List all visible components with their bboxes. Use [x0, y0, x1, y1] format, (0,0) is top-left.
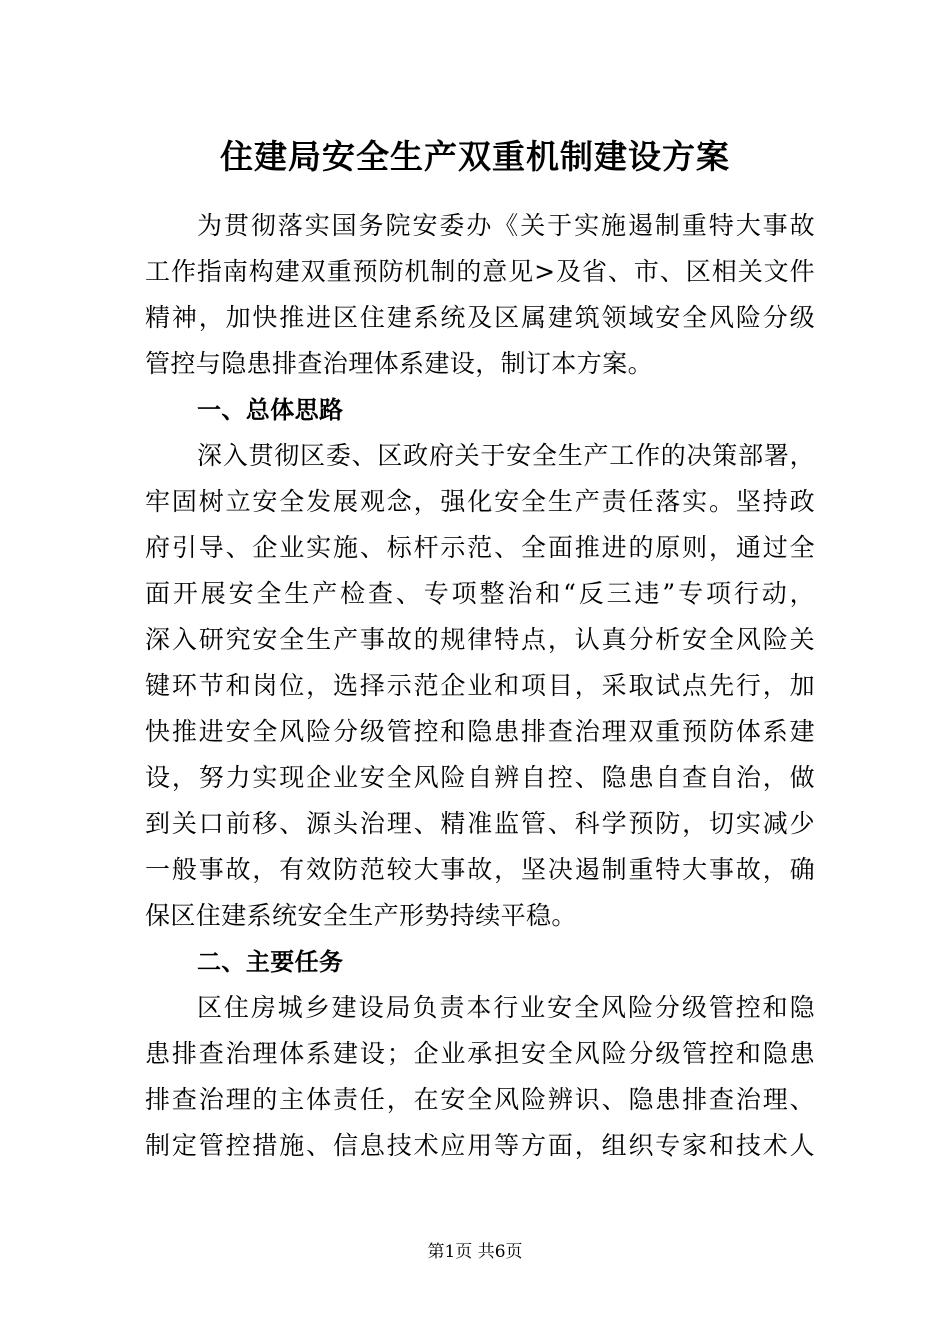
paragraph-line: 保区住建系统安全生产形势持续平稳。: [145, 901, 577, 930]
paragraph-line: 键环节和岗位，选择示范企业和项目，采取试点先行，加: [145, 671, 815, 700]
paragraph-line: 患排查治理体系建设；企业承担安全风险分级管控和隐患: [145, 1039, 815, 1068]
paragraph-line: 快推进安全风险分级管控和隐患排查治理双重预防体系建: [145, 717, 815, 746]
paragraph-line: 管控与隐患排查治理体系建设，制订本方案。: [145, 349, 654, 378]
paragraph-line: 到关口前移、源头治理、精准监管、科学预防，切实减少: [145, 809, 815, 838]
paragraph-line: 为贯彻落实国务院安委办《关于实施遏制重特大事故: [197, 211, 815, 240]
paragraph-line: 制定管控措施、信息技术应用等方面，组织专家和技术人: [145, 1131, 815, 1160]
paragraph-line: 设，努力实现企业安全风险自辨自控、隐患自查自治，做: [145, 763, 815, 792]
paragraph-line: 一般事故，有效防范较大事故，坚决遏制重特大事故，确: [145, 855, 815, 884]
paragraph-line: 深入贯彻区委、区政府关于安全生产工作的决策部署，: [197, 441, 815, 470]
paragraph-line: 牢固树立安全发展观念，强化安全生产责任落实。坚持政: [145, 487, 815, 516]
paragraph-line: 面开展安全生产检查、专项整治和“反三违”专项行动，: [145, 579, 815, 608]
paragraph-line: 区住房城乡建设局负责本行业安全风险分级管控和隐: [197, 993, 815, 1022]
paragraph-line: 府引导、企业实施、标杆示范、全面推进的原则，通过全: [145, 533, 815, 562]
document-body: [145, 203, 815, 1169]
paragraph-line: 工作指南构建双重预防机制的意见>及省、市、区相关文件: [145, 257, 815, 286]
paragraph-line: 深入研究安全生产事故的规律特点，认真分析安全风险关: [145, 625, 815, 654]
section-heading: 一、总体思路: [197, 396, 344, 424]
section-heading: 二、主要任务: [197, 948, 344, 976]
paragraph-line: 精神，加快推进区住建系统及区属建筑领域安全风险分级: [145, 303, 815, 332]
page-footer: 第1页 共6页: [427, 1242, 523, 1262]
paragraph-line: 排查治理的主体责任，在安全风险辨识、隐患排查治理、: [145, 1085, 815, 1114]
document-title: 住建局安全生产双重机制建设方案: [220, 137, 730, 176]
